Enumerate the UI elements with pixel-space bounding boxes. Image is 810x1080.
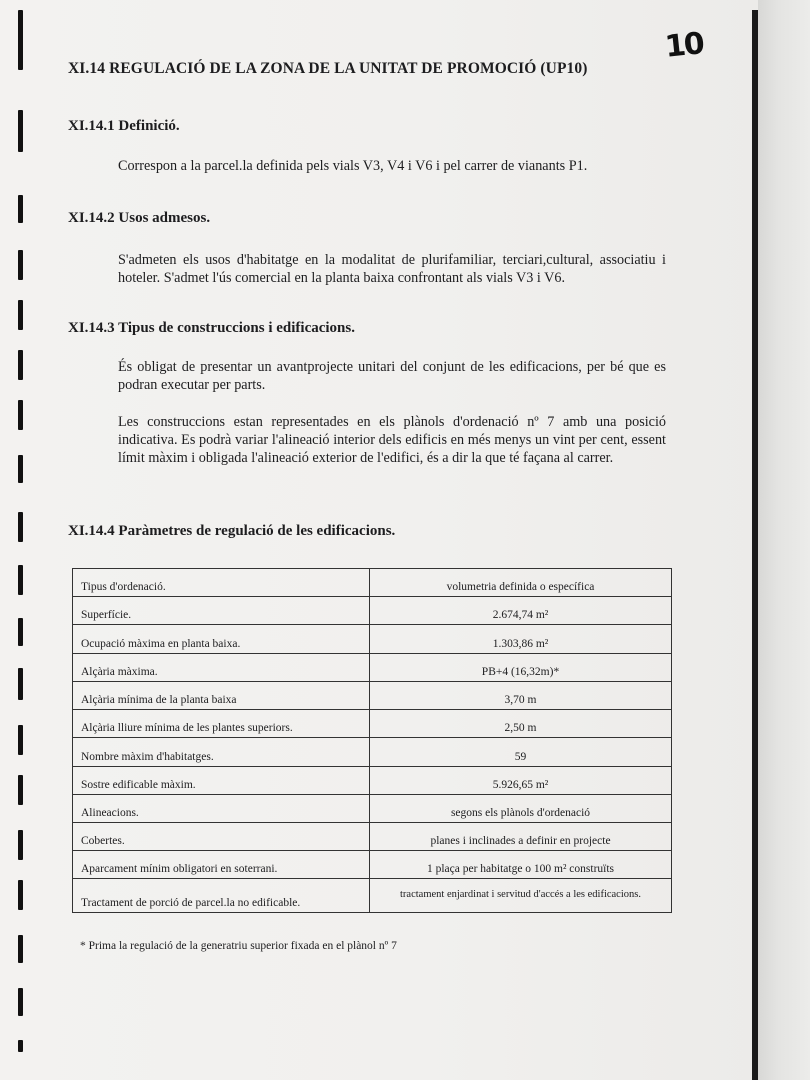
table-row xyxy=(73,822,672,850)
table-row xyxy=(73,569,672,597)
table-row xyxy=(73,710,672,738)
footnote: * Prima la regulació de la generatriu superior fixada en el plànol nº 7 xyxy=(80,940,397,952)
parameter-value: 2,50 m xyxy=(370,710,672,738)
parameter-label: Tractament de porció de parcel.la no edificable. xyxy=(73,879,370,913)
parameter-value: tractament enjardinat i servitud d'accés a les edificacions. xyxy=(370,879,672,913)
table-row xyxy=(73,794,672,822)
parameter-value: 1 plaça per habitatge o 100 m² construïts xyxy=(370,851,672,879)
background-surface xyxy=(758,0,810,1080)
section-heading-tipus: XI.14.3 Tipus de construccions i edificacions. xyxy=(68,320,355,336)
parameter-label: Alçària màxima. xyxy=(73,653,370,681)
parameter-value: planes i inclinades a definir en projecte xyxy=(370,822,672,850)
parameter-label: Ocupació màxima en planta baixa. xyxy=(73,625,370,653)
parameter-value: PB+4 (16,32m)* xyxy=(370,653,672,681)
parameter-label: Sostre edificable màxim. xyxy=(73,766,370,794)
parameter-label: Aparcament mínim obligatori en soterrani. xyxy=(73,851,370,879)
table-row xyxy=(73,766,672,794)
parameter-value: 59 xyxy=(370,738,672,766)
parameter-label: Nombre màxim d'habitatges. xyxy=(73,738,370,766)
paragraph-tipus-2: Les construccions estan representades en els plànols d'ordenació nº 7 amb una posició indicativa. Es podrà variar l'alineació interior dels edificis en més menys un vint per cent, essent límit màxim i obligada l'alineació exterior de l'edifici, és a dir la que té façana al carrer. xyxy=(118,414,666,466)
section-heading-definicio: XI.14.1 Definició. xyxy=(68,118,180,134)
parameter-value: volumetria definida o específica xyxy=(370,569,672,597)
handwritten-page-number: 10 xyxy=(663,26,705,65)
table-row xyxy=(73,851,672,879)
table-row xyxy=(73,738,672,766)
paragraph-usos: S'admeten els usos d'habitatge en la modalitat de plurifamiliar, terciari,cultural, associatiu i hoteler. S'admet l'ús comercial en la planta baixa confrontant als vials V3 i V6. xyxy=(118,252,666,286)
parameter-value: 1.303,86 m² xyxy=(370,625,672,653)
paragraph-definicio: Correspon a la parcel.la definida pels vials V3, V4 i V6 i pel carrer de vianants P1. xyxy=(118,158,588,174)
parameter-label: Tipus d'ordenació. xyxy=(73,569,370,597)
parameter-value: 2.674,74 m² xyxy=(370,597,672,625)
section-heading-parametres: XI.14.4 Paràmetres de regulació de les edificacions. xyxy=(68,523,396,539)
parameters-table xyxy=(72,568,672,913)
paragraph-tipus-1: És obligat de presentar un avantprojecte unitari del conjunt de les edificacions, per bé que es podran executar per parts. xyxy=(118,359,666,393)
table-row xyxy=(73,625,672,653)
table-row xyxy=(73,681,672,709)
parameter-label: Alineacions. xyxy=(73,794,370,822)
table-row xyxy=(73,597,672,625)
section-heading-usos: XI.14.2 Usos admesos. xyxy=(68,210,211,226)
parameter-value: 3,70 m xyxy=(370,681,672,709)
table-row xyxy=(73,879,672,913)
page-title: XI.14 REGULACIÓ DE LA ZONA DE LA UNITAT DE PROMOCIÓ (UP10) xyxy=(68,60,588,77)
binder-holes xyxy=(18,0,28,1080)
parameter-value: segons els plànols d'ordenació xyxy=(370,794,672,822)
parameter-label: Alçària lliure mínima de les plantes superiors. xyxy=(73,710,370,738)
table-row xyxy=(73,653,672,681)
parameter-label: Alçària mínima de la planta baixa xyxy=(73,681,370,709)
parameter-label: Superfície. xyxy=(73,597,370,625)
parameter-label: Cobertes. xyxy=(73,822,370,850)
parameter-value: 5.926,65 m² xyxy=(370,766,672,794)
